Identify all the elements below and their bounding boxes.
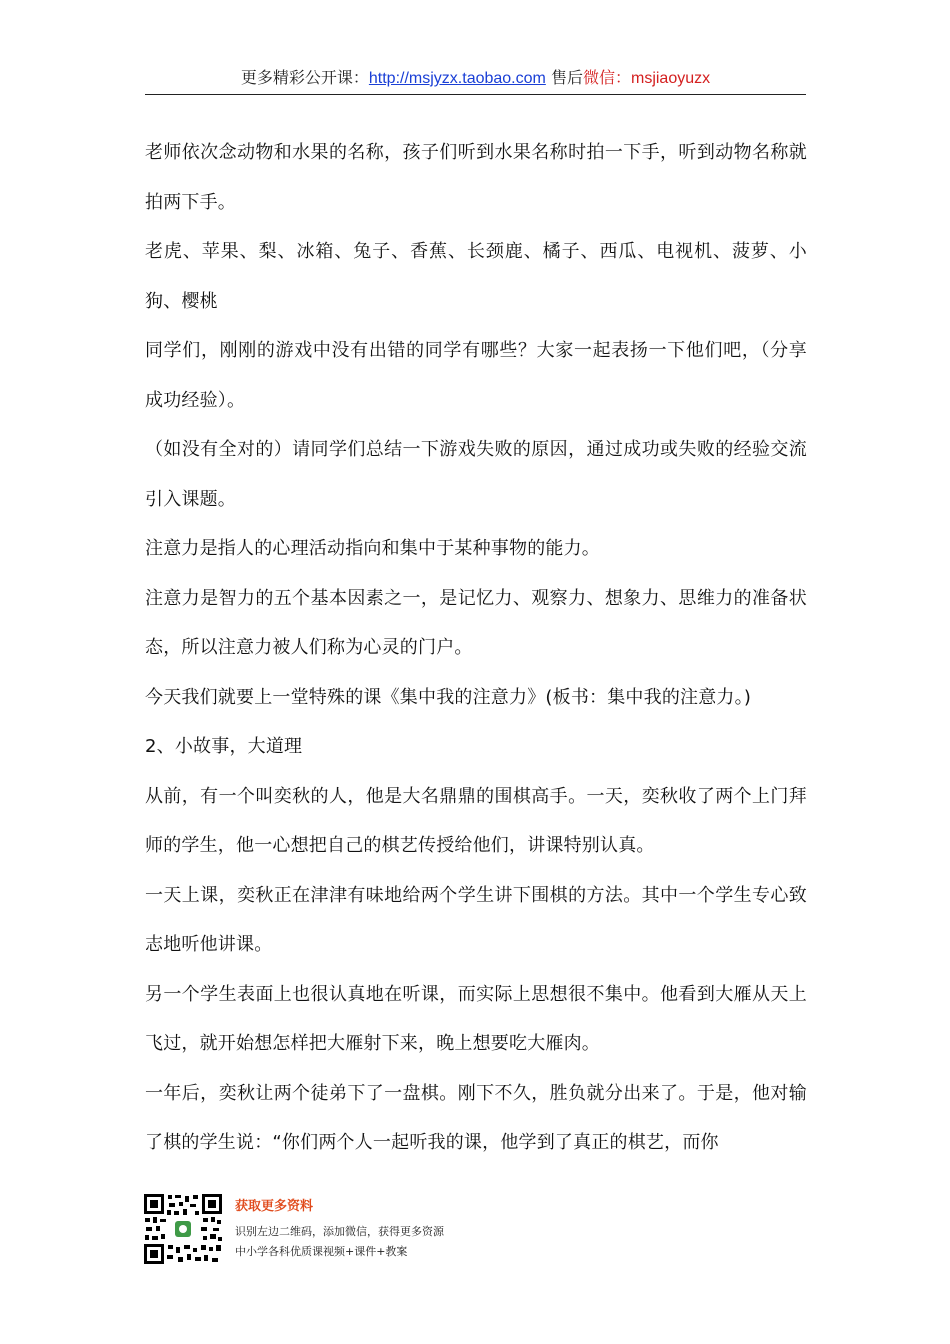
paragraph: （如没有全对的）请同学们总结一下游戏失败的原因，通过成功或失败的经验交流引入课题。 xyxy=(145,439,807,510)
header-divider xyxy=(145,94,806,95)
paragraph: 同学们，刚刚的游戏中没有出错的同学有哪些？大家一起表扬一下他们吧，（分享成功经验）。 xyxy=(145,340,807,411)
shop-link[interactable]: http://msjyzx.taobao.com xyxy=(368,70,546,87)
promo-line-2: 中小学各科优质课视频+课件+教案 xyxy=(235,1245,408,1258)
page-header xyxy=(145,64,806,93)
header-prefix: 更多精彩公开课： xyxy=(240,68,369,87)
document-body xyxy=(145,128,807,1168)
promo-title: 获取更多资料 xyxy=(235,1199,314,1214)
after-sale-label: 售后 xyxy=(550,68,583,87)
paragraph: 注意力是智力的五个基本因素之一，是记忆力、观察力、想象力、思维力的准备状态，所以注意力被人们称为心灵的门户。 xyxy=(145,587,807,658)
paragraph: 老师依次念动物和水果的名称，孩子们听到水果名称时拍一下手，听到动物名称就拍两下手。 xyxy=(145,142,807,213)
footer-promo xyxy=(143,1193,503,1269)
section-heading: 2、小故事，大道理 xyxy=(145,736,303,757)
paragraph: 老虎、苹果、梨、冰箱、兔子、香蕉、长颈鹿、橘子、西瓜、电视机、菠萝、小狗、樱桃 xyxy=(145,241,807,312)
paragraph: 一天上课，奕秋正在津津有味地给两个学生讲下围棋的方法。其中一个学生专心致志地听他讲课。 xyxy=(145,884,807,955)
paragraph: 今天我们就要上一堂特殊的课《集中我的注意力》(板书：集中我的注意力。) xyxy=(145,686,752,708)
paragraph: 从前，有一个叫奕秋的人，他是大名鼎鼎的围棋高手。一天，奕秋收了两个上门拜师的学生，他一心想把自己的棋艺传授给他们，讲课特别认真。 xyxy=(145,785,807,856)
paragraph: 一年后，奕秋让两个徒弟下了一盘棋。刚下不久，胜负就分出来了。于是，他对输了棋的学生说：“你们两个人一起听我的课，他学到了真正的棋艺，而你 xyxy=(145,1082,807,1153)
paragraph: 另一个学生表面上也很认真地在听课，而实际上思想很不集中。他看到大雁从天上飞过，就开始想怎样把大雁射下来，晚上想要吃大雁肉。 xyxy=(145,983,807,1054)
wechat-label: 微信： xyxy=(582,68,631,87)
wechat-id: msjiaoyuzx xyxy=(630,70,711,87)
promo-line-1: 识别左边二维码，添加微信，获得更多资源 xyxy=(235,1225,444,1238)
paragraph: 注意力是指人的心理活动指向和集中于某种事物的能力。 xyxy=(145,538,600,559)
qr-code-icon[interactable] xyxy=(143,1193,223,1265)
